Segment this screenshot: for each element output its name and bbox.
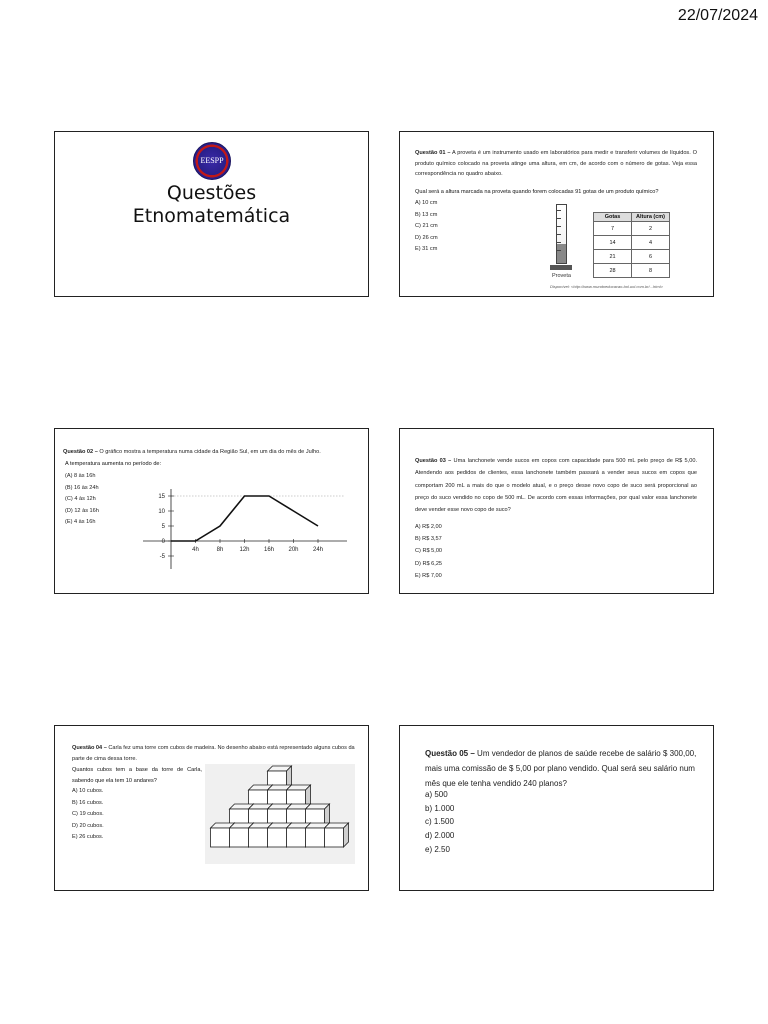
option: A) R$ 2,00 <box>415 524 442 530</box>
table-row: 14 4 <box>594 236 670 250</box>
option: (B) 16 às 24h <box>65 484 99 491</box>
slide-question-05 <box>399 725 714 891</box>
temperature-line-chart <box>135 481 355 573</box>
y-tick-label: -5 <box>159 554 165 560</box>
option: c) 1.500 <box>425 817 454 827</box>
table-row: 21 6 <box>594 250 670 264</box>
option: (E) 4 às 16h <box>65 519 96 525</box>
option: (A) 8 às 16h <box>65 473 96 479</box>
question-03-text: Questão 03 – Uma lanchonete vende sucos em copos com capacidade para 500 mL pelo preço de R$ 5,00. Atendendo aos pedidos de clientes, essa lanchonete também passará a vender seus sucos em copos que comportam 200 mL a mais do que o modelo atual, e o preço desse novo copo de suco será proporcional ao preço do suco vendido no copo de 500 mL. De acordo com essas informações, por qual valor essa lanchonete deve vender esse novo copo de suco? <box>415 458 697 514</box>
option: C) 21 cm <box>415 223 438 229</box>
question-05-options <box>425 788 454 857</box>
question-01-text: Questão 01 – A proveta é um instrumento usado em laboratórios para medir e transferir volumes de líquidos. O produto químico colocado na proveta atinge uma altura, em cm, de acordo com o número de gotas. Veja essa correspondência no quadro abaixo. <box>415 150 698 177</box>
slide-question-01 <box>399 131 714 297</box>
option: C) R$ 5,00 <box>415 548 443 555</box>
cube <box>325 823 349 847</box>
option: e) 2.50 <box>425 844 450 854</box>
option: B) R$ 3,57 <box>415 536 442 543</box>
slide-question-02 <box>54 428 369 594</box>
question-01-ask: Qual será a altura marcada na proveta quando forem colocadas 91 gotas de um produto químico? <box>415 189 659 195</box>
question-02-intro: A temperatura aumenta no período de: <box>65 461 162 467</box>
slide-question-04 <box>54 725 369 891</box>
question-04-options <box>72 786 104 844</box>
x-tick-label: 12h <box>239 547 250 553</box>
y-tick-label: 15 <box>158 494 165 500</box>
slide-title-text: Questões Etnomatemática <box>132 182 291 227</box>
y-tick-label: 0 <box>161 539 165 545</box>
y-tick-label: 10 <box>158 509 165 515</box>
question-04-ask: Quantos cubos tem a base da torre de Carla, sabendo que ela tem 10 andares? <box>72 767 202 784</box>
option: D) R$ 6,25 <box>415 560 443 567</box>
question-01-options <box>415 198 438 256</box>
option: d) 2.000 <box>425 831 455 841</box>
option: A) 10 cm <box>415 200 438 206</box>
graduated-cylinder-image <box>550 204 570 270</box>
drops-height-table <box>593 212 670 278</box>
temperature-series-line <box>171 496 318 541</box>
question-05-text: Questão 05 – Um vendedor de planos de saúde recebe de salário $ 300,00, mais uma comissão de $ 5,00 por plano vendido. Qual será seu salário num mês que ele tenha vendido 240 planos? <box>425 749 697 788</box>
option: (C) 4 às 12h <box>65 496 96 502</box>
eespp-logo: EESPP <box>193 142 231 180</box>
slide-title <box>54 131 369 297</box>
cube-tower-image <box>205 764 355 864</box>
option: E) R$ 7,00 <box>415 572 442 579</box>
x-tick-label: 4h <box>192 547 199 553</box>
option: E) 31 cm <box>415 246 438 252</box>
option: B) 16 cubos. <box>72 799 104 806</box>
question-03-options <box>415 521 442 582</box>
table-header: Altura (cm) <box>632 213 670 222</box>
option: E) 26 cubos. <box>72 834 104 840</box>
option: A) 10 cubos. <box>72 788 104 794</box>
question-04-text: Questão 04 – Carla fez uma torre com cubos de madeira. No desenho abaixo está representado alguns cubos da parte de cima dessa torre. <box>72 745 355 762</box>
table-row: 7 2 <box>594 222 670 236</box>
x-tick-label: 20h <box>288 547 299 553</box>
cylinder-label: Proveta <box>552 273 571 279</box>
option: (D) 12 às 16h <box>65 507 99 514</box>
print-date: 22/07/2024 <box>677 7 758 24</box>
source-caption: Disponível: <http://www.mundoeducacao.bol.uol.com.br/...html> <box>550 284 663 289</box>
y-tick-label: 5 <box>161 524 165 530</box>
x-tick-label: 16h <box>263 547 275 553</box>
option: B) 13 cm <box>415 211 438 218</box>
question-02-text: Questão 02 – O gráfico mostra a temperatura numa cidade da Região Sul, em um dia do mês de Julho. <box>63 449 321 455</box>
slide-question-03 <box>399 428 714 594</box>
option: a) 500 <box>425 790 448 799</box>
question-02-options <box>65 471 99 529</box>
x-tick-label: 8h <box>216 547 224 553</box>
table-header: Gotas <box>594 213 632 222</box>
option: D) 26 cm <box>415 234 438 241</box>
option: D) 20 cubos. <box>72 822 104 829</box>
option: b) 1.000 <box>425 803 455 813</box>
x-tick-label: 24h <box>312 547 324 553</box>
option: C) 19 cubos. <box>72 811 104 817</box>
table-row: 28 8 <box>594 264 670 278</box>
